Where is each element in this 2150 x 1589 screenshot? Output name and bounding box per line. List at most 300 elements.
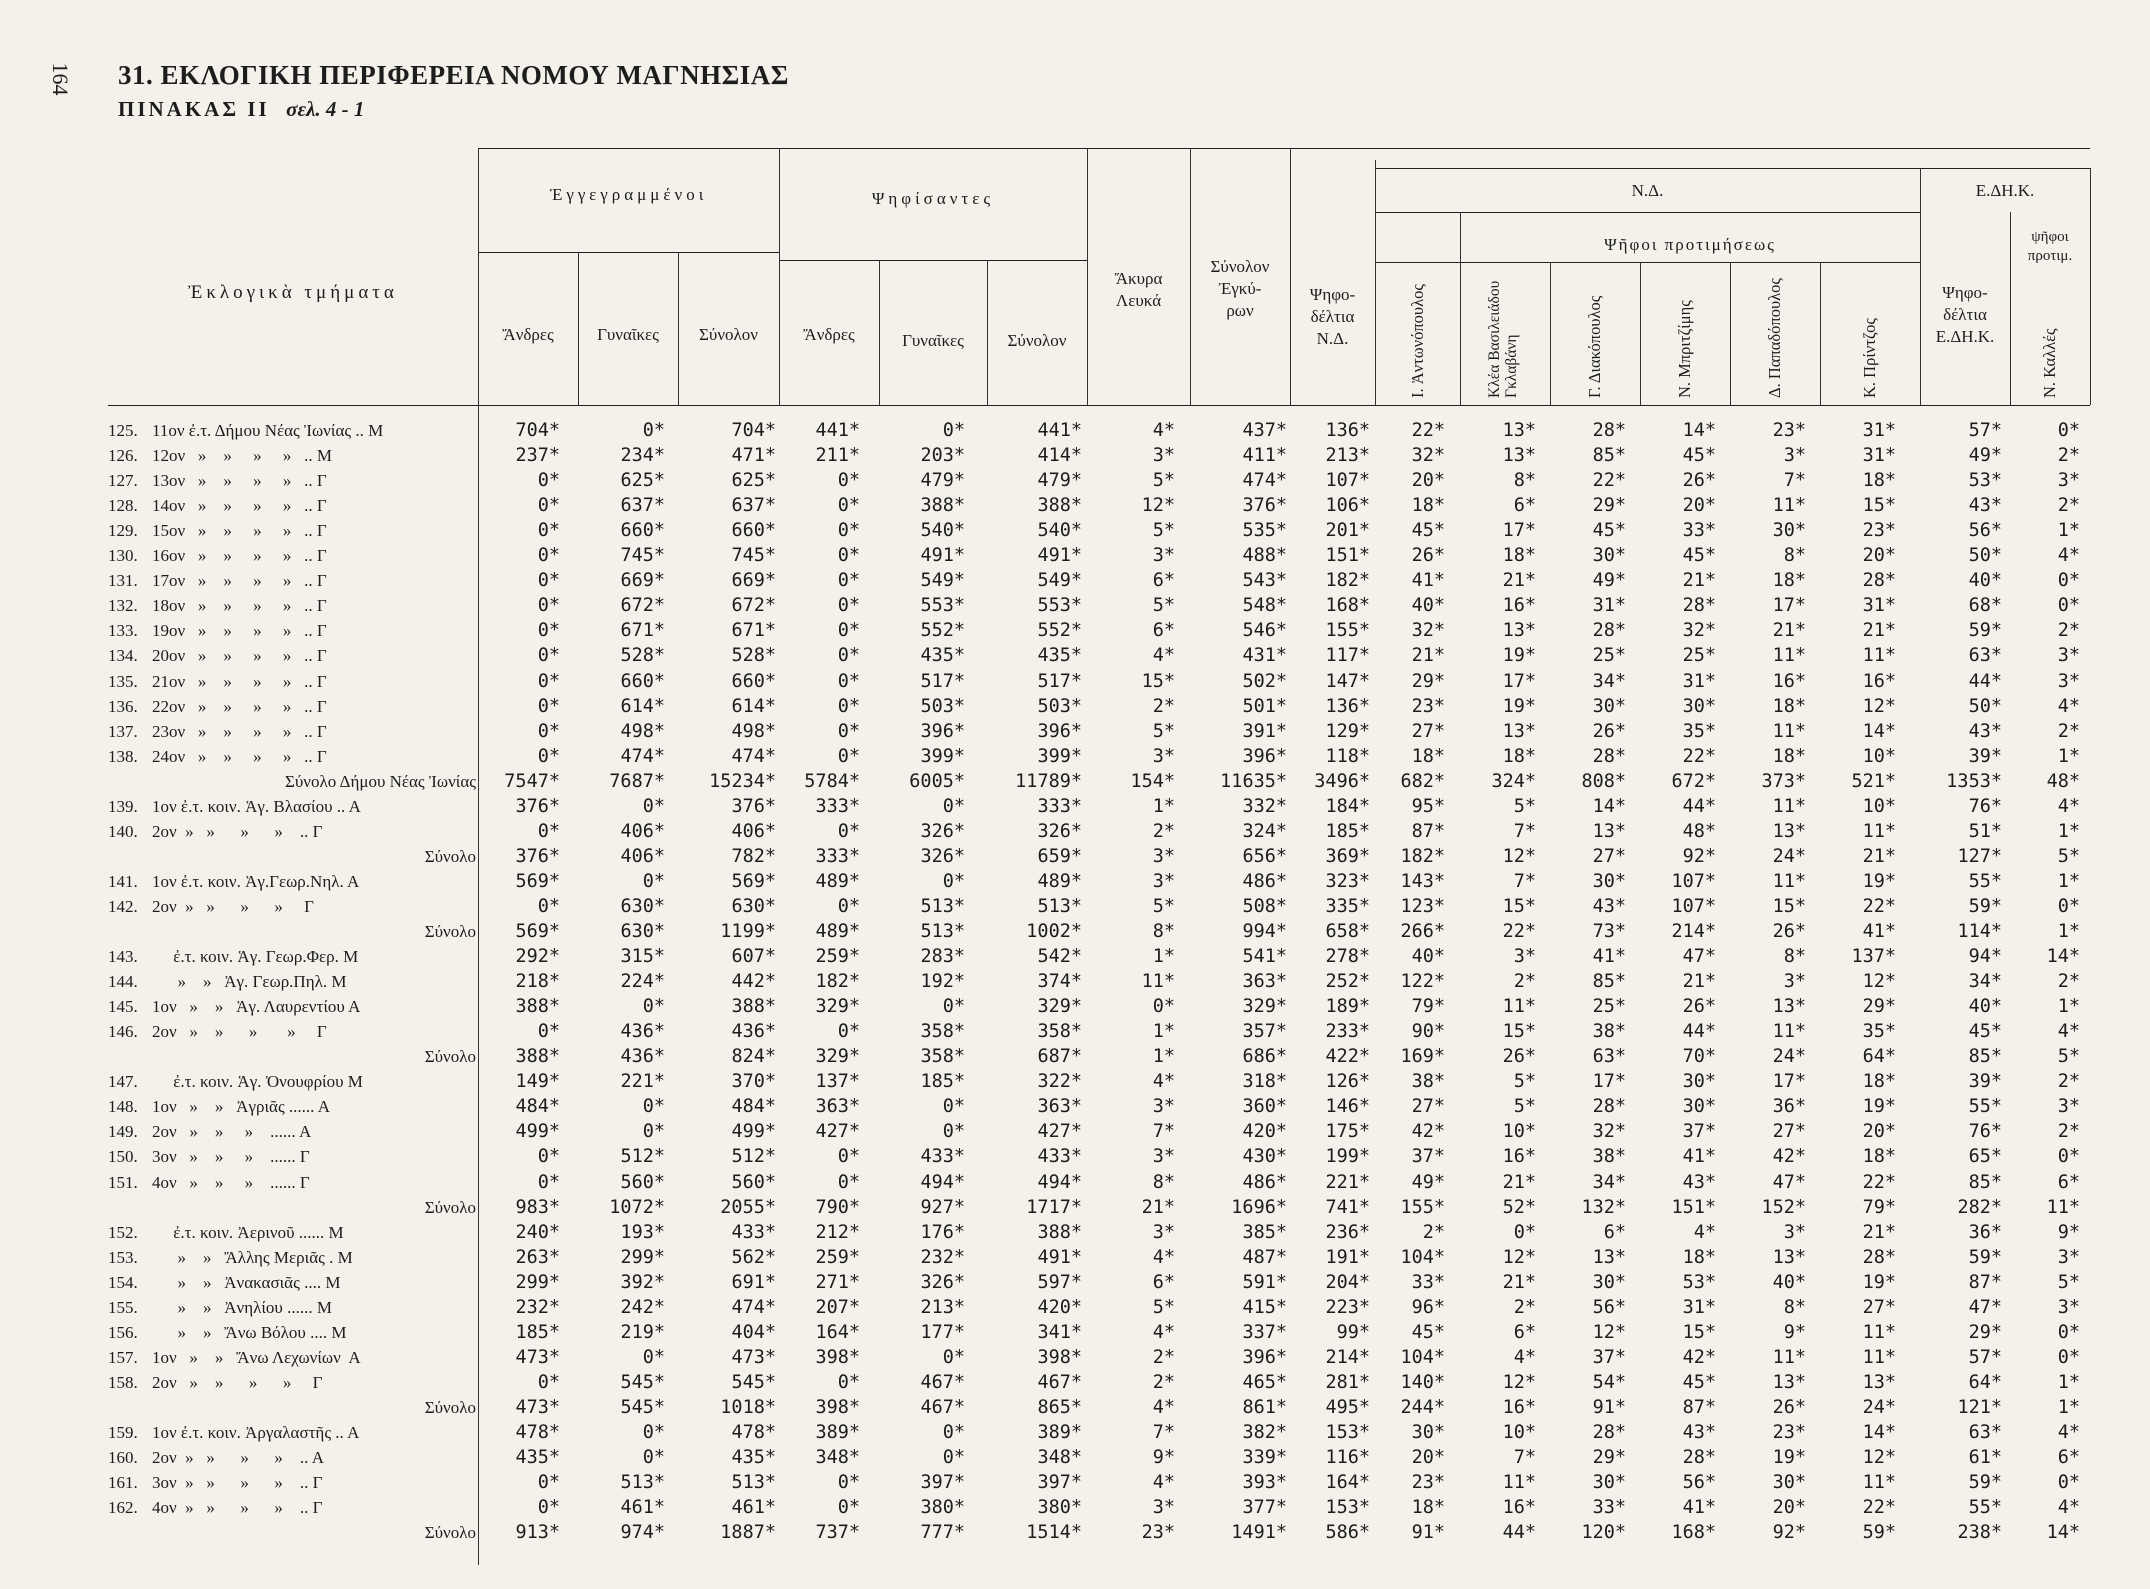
cell-edik-ballots: 68*	[1968, 595, 2002, 617]
cell-reg-men: 376*	[515, 845, 560, 867]
edik-ballots-line3: Ε.ΔΗ.Κ.	[1935, 327, 1995, 346]
cell-kalles: 4*	[2057, 1021, 2080, 1043]
cell-antonopoulos: 22*	[1411, 420, 1445, 441]
cell-edik-ballots: 40*	[1968, 996, 2002, 1018]
cell-diakopoulos: 28*	[1592, 420, 1626, 441]
cell-diakopoulos: 30*	[1592, 545, 1626, 567]
cell-reg-total: 1199*	[720, 921, 776, 942]
cell-edik-ballots: 43*	[1968, 495, 2002, 517]
cell-reg-men: 473*	[515, 1346, 560, 1368]
cell-edik-ballots: 64*	[1968, 1371, 2002, 1393]
cell-nd-ballots: 129*	[1325, 720, 1370, 742]
cell-invalid: 4*	[1152, 1472, 1175, 1494]
cell-voted-women: 503*	[920, 695, 965, 717]
cell-printzos: 22*	[1862, 1171, 1896, 1193]
row-number: 135.	[108, 671, 138, 691]
cell-kalles: 2*	[2057, 1071, 2080, 1093]
cell-reg-men: 218*	[515, 971, 560, 993]
cell-voted-men: 0*	[837, 820, 860, 842]
cell-reg-men: 0*	[537, 895, 560, 917]
cell-papadopoulos: 3*	[1783, 1221, 1806, 1243]
cell-reg-women: 224*	[620, 971, 665, 993]
cell-kalles: 1*	[2057, 1396, 2080, 1418]
cell-printzos: 79*	[1862, 1196, 1896, 1218]
cell-reg-women: 630*	[620, 895, 665, 917]
cell-vasileiadou: 17*	[1502, 670, 1536, 692]
cell-antonopoulos: 104*	[1400, 1346, 1445, 1368]
cell-reg-women: 545*	[620, 1396, 665, 1418]
cell-diakopoulos: 54*	[1592, 1371, 1626, 1393]
cell-invalid: 5*	[1152, 720, 1175, 742]
cell-diakopoulos: 37*	[1592, 1346, 1626, 1368]
cell-printzos: 20*	[1862, 545, 1896, 567]
cell-kalles: 2*	[2057, 720, 2080, 742]
section-label: 2ον » » » » Γ	[152, 1022, 327, 1042]
cell-britzimis: 70*	[1682, 1046, 1716, 1068]
cell-reg-men: 0*	[537, 1497, 560, 1519]
nd-ballots-header	[1290, 284, 1375, 350]
cell-britzimis: 33*	[1682, 520, 1716, 542]
row-number: 149.	[108, 1122, 138, 1142]
cell-edik-ballots: 59*	[1968, 1472, 2002, 1494]
cell-vasileiadou: 3*	[1513, 946, 1536, 968]
cell-edik-ballots: 63*	[1968, 1422, 2002, 1443]
registered-men-header: Ἄνδρες	[502, 325, 554, 344]
cell-reg-men: 299*	[515, 1271, 560, 1293]
cell-invalid: 6*	[1152, 1271, 1175, 1293]
cell-voted-total: 467*	[1037, 1371, 1082, 1393]
row-number: 141.	[108, 871, 138, 891]
cell-nd-ballots: 164*	[1325, 1472, 1370, 1494]
cell-voted-total: 329*	[1037, 996, 1082, 1018]
cell-nd-ballots: 136*	[1325, 420, 1370, 441]
cell-printzos: 31*	[1862, 420, 1896, 441]
cell-valid: 385*	[1242, 1221, 1287, 1243]
cell-reg-total: 473*	[731, 1346, 776, 1368]
row-number: 132.	[108, 596, 138, 616]
cell-voted-men: 137*	[815, 1071, 860, 1093]
cell-invalid: 1*	[1152, 795, 1175, 817]
cell-reg-total: 484*	[731, 1096, 776, 1118]
cell-valid: 363*	[1242, 971, 1287, 993]
cell-valid: 591*	[1242, 1271, 1287, 1293]
cell-valid: 686*	[1242, 1046, 1287, 1068]
section-label: » » Ἄλλης Μεριᾶς . Μ	[152, 1247, 353, 1267]
cell-nd-ballots: 99*	[1336, 1321, 1370, 1343]
cell-antonopoulos: 32*	[1411, 445, 1445, 467]
cell-valid: 486*	[1242, 1171, 1287, 1193]
edik-ballots-header	[1920, 282, 2010, 348]
cell-vasileiadou: 6*	[1513, 495, 1536, 517]
cell-diakopoulos: 30*	[1592, 695, 1626, 717]
section-label: 14ον » » » » .. Γ	[152, 496, 327, 516]
cell-kalles: 0*	[2057, 420, 2080, 441]
cell-vasileiadou: 5*	[1513, 1096, 1536, 1118]
cell-britzimis: 31*	[1682, 670, 1716, 692]
cell-printzos: 31*	[1862, 445, 1896, 467]
row-number: 144.	[108, 972, 138, 992]
cell-invalid: 8*	[1152, 921, 1175, 942]
row-number: 136.	[108, 696, 138, 716]
cell-edik-ballots: 1353*	[1946, 770, 2002, 792]
cell-reg-women: 660*	[620, 520, 665, 542]
cell-voted-women: 326*	[920, 1271, 965, 1293]
cell-valid: 861*	[1242, 1396, 1287, 1418]
cell-vasileiadou: 12*	[1502, 1246, 1536, 1268]
cell-reg-total: 704*	[731, 420, 776, 441]
cell-voted-total: 1002*	[1026, 921, 1082, 942]
cell-voted-women: 213*	[920, 1296, 965, 1318]
cell-printzos: 21*	[1862, 620, 1896, 642]
cell-reg-women: 545*	[620, 1371, 665, 1393]
total-label: Σύνολο	[424, 922, 476, 941]
cell-reg-men: 0*	[537, 570, 560, 592]
row-number: 134.	[108, 646, 138, 666]
cell-nd-ballots: 204*	[1325, 1271, 1370, 1293]
cell-diakopoulos: 30*	[1592, 1271, 1626, 1293]
section-label: ἐ.τ. κοιν. Ἁγ. Γεωρ.Φερ. Μ	[152, 947, 359, 967]
cell-printzos: 21*	[1862, 1221, 1896, 1243]
cell-voted-women: 777*	[920, 1522, 965, 1544]
section-label: 23ον » » » » .. Γ	[152, 721, 327, 741]
cell-voted-total: 441*	[1037, 420, 1082, 441]
cell-britzimis: 25*	[1682, 645, 1716, 667]
cell-antonopoulos: 18*	[1411, 1497, 1445, 1519]
cell-reg-total: 2055*	[720, 1196, 776, 1218]
cell-invalid: 3*	[1152, 1146, 1175, 1168]
cell-antonopoulos: 23*	[1411, 1472, 1445, 1494]
cell-printzos: 11*	[1862, 1321, 1896, 1343]
column-rule	[1290, 148, 1291, 405]
cell-diakopoulos: 33*	[1592, 1497, 1626, 1519]
nd-header: Ν.Δ.	[1631, 181, 1664, 200]
cell-kalles: 2*	[2057, 620, 2080, 642]
cell-reg-total: 691*	[731, 1271, 776, 1293]
cell-nd-ballots: 323*	[1325, 870, 1370, 892]
header-bottom-rule	[108, 405, 2090, 406]
cell-reg-total: 471*	[731, 445, 776, 467]
cell-britzimis: 47*	[1682, 946, 1716, 968]
cell-reg-women: 0*	[642, 1346, 665, 1368]
cell-papadopoulos: 18*	[1772, 745, 1806, 767]
cell-voted-total: 433*	[1037, 1146, 1082, 1168]
cell-antonopoulos: 143*	[1400, 870, 1445, 892]
cell-reg-men: 0*	[537, 670, 560, 692]
cell-voted-men: 398*	[815, 1396, 860, 1418]
cell-voted-women: 479*	[920, 470, 965, 492]
page-number: 164	[48, 62, 73, 96]
edik-pref-line2: προτιμ.	[2027, 248, 2073, 264]
invalid-header-line1: Ἄκυρα	[1114, 269, 1163, 288]
section-label: 24ον » » » » .. Γ	[152, 746, 327, 766]
cell-diakopoulos: 6*	[1603, 1221, 1626, 1243]
cell-voted-women: 0*	[942, 996, 965, 1018]
cell-papadopoulos: 8*	[1783, 946, 1806, 968]
cell-reg-women: 0*	[642, 870, 665, 892]
cell-invalid: 6*	[1152, 570, 1175, 592]
cell-voted-total: 358*	[1037, 1021, 1082, 1043]
cell-voted-women: 927*	[920, 1196, 965, 1218]
cell-valid: 474*	[1242, 470, 1287, 492]
cell-reg-women: 0*	[642, 795, 665, 817]
cell-britzimis: 20*	[1682, 495, 1716, 517]
cell-antonopoulos: 140*	[1400, 1371, 1445, 1393]
cell-voted-men: 0*	[837, 470, 860, 492]
cell-nd-ballots: 147*	[1325, 670, 1370, 692]
cell-britzimis: 22*	[1682, 745, 1716, 767]
cell-printzos: 137*	[1851, 946, 1896, 968]
table-page-ref: σελ. 4 - 1	[286, 97, 365, 121]
cell-reg-women: 0*	[642, 1096, 665, 1118]
cell-voted-total: 479*	[1037, 470, 1082, 492]
cell-edik-ballots: 55*	[1968, 870, 2002, 892]
cell-diakopoulos: 34*	[1592, 670, 1626, 692]
cell-voted-men: 0*	[837, 595, 860, 617]
column-rule	[1730, 262, 1731, 405]
row-number: 161.	[108, 1473, 138, 1493]
cell-reg-total: 782*	[731, 845, 776, 867]
cell-antonopoulos: 45*	[1411, 1321, 1445, 1343]
cell-voted-men: 0*	[837, 545, 860, 567]
cell-britzimis: 53*	[1682, 1271, 1716, 1293]
cell-edik-ballots: 51*	[1968, 820, 2002, 842]
row-number: 148.	[108, 1097, 138, 1117]
section-label: » » Ἀνηλίου ...... Μ	[152, 1297, 332, 1317]
cell-valid: 357*	[1242, 1021, 1287, 1043]
cell-britzimis: 87*	[1682, 1396, 1716, 1418]
cell-vasileiadou: 2*	[1513, 1296, 1536, 1318]
cell-reg-women: 560*	[620, 1171, 665, 1193]
registered-total-header: Σύνολον	[699, 325, 758, 344]
section-label: 2ον » » » » .. Α	[152, 1448, 325, 1468]
cell-papadopoulos: 11*	[1772, 870, 1806, 892]
section-label: 11ον ἐ.τ. Δήμου Νέας Ἰωνίας .. Μ	[152, 421, 384, 440]
cell-antonopoulos: 21*	[1411, 645, 1445, 667]
cell-antonopoulos: 42*	[1411, 1121, 1445, 1143]
row-number: 147.	[108, 1072, 138, 1092]
cell-valid: 541*	[1242, 946, 1287, 968]
cell-diakopoulos: 25*	[1592, 645, 1626, 667]
cell-papadopoulos: 42*	[1772, 1146, 1806, 1168]
cell-voted-women: 0*	[942, 1121, 965, 1143]
cell-voted-total: 427*	[1037, 1121, 1082, 1143]
cell-nd-ballots: 168*	[1325, 595, 1370, 617]
cell-voted-women: 192*	[920, 971, 965, 993]
cell-vasileiadou: 16*	[1502, 1497, 1536, 1519]
cell-voted-men: 207*	[815, 1296, 860, 1318]
cell-papadopoulos: 23*	[1772, 420, 1806, 441]
cell-antonopoulos: 122*	[1400, 971, 1445, 993]
cell-voted-men: 0*	[837, 695, 860, 717]
candidate-antonopoulos: Ι. Ἀντωνόπουλος	[1408, 284, 1427, 398]
cell-reg-total: 498*	[731, 720, 776, 742]
cell-reg-women: 528*	[620, 645, 665, 667]
cell-reg-total: 1887*	[720, 1522, 776, 1544]
row-number: 125.	[108, 421, 138, 440]
cell-nd-ballots: 369*	[1325, 845, 1370, 867]
cell-nd-ballots: 233*	[1325, 1021, 1370, 1043]
section-label: 17ον » » » » .. Γ	[152, 571, 327, 591]
section-label: 4ον » » » » .. Γ	[152, 1498, 323, 1518]
cell-nd-ballots: 118*	[1325, 745, 1370, 767]
cell-printzos: 23*	[1862, 520, 1896, 542]
edik-pref-header	[2010, 228, 2090, 266]
cell-reg-men: 0*	[537, 1371, 560, 1393]
cell-valid: 656*	[1242, 845, 1287, 867]
cell-voted-men: 164*	[815, 1321, 860, 1343]
cell-reg-women: 512*	[620, 1146, 665, 1168]
cell-voted-total: 388*	[1037, 495, 1082, 517]
cell-valid: 437*	[1242, 420, 1287, 441]
cell-britzimis: 18*	[1682, 1246, 1716, 1268]
cell-diakopoulos: 30*	[1592, 870, 1626, 892]
cell-voted-men: 0*	[837, 1146, 860, 1168]
pref-rule	[1375, 262, 1920, 263]
cell-diakopoulos: 26*	[1592, 720, 1626, 742]
cell-papadopoulos: 13*	[1772, 820, 1806, 842]
cell-reg-total: 545*	[731, 1371, 776, 1393]
cell-reg-total: 560*	[731, 1171, 776, 1193]
cell-reg-women: 0*	[642, 420, 665, 441]
section-label: 2ον » » » » Γ	[152, 896, 315, 916]
cell-voted-men: 348*	[815, 1447, 860, 1469]
cell-papadopoulos: 11*	[1772, 720, 1806, 742]
cell-antonopoulos: 682*	[1400, 770, 1445, 792]
cell-reg-men: 983*	[515, 1196, 560, 1218]
cell-reg-women: 672*	[620, 595, 665, 617]
cell-reg-women: 474*	[620, 745, 665, 767]
cell-printzos: 10*	[1862, 745, 1896, 767]
cell-invalid: 3*	[1152, 445, 1175, 467]
cell-valid: 487*	[1242, 1246, 1287, 1268]
section-label: » » Ἀνακασιᾶς .... Μ	[152, 1272, 341, 1292]
row-number: 142.	[108, 896, 138, 916]
cell-vasileiadou: 13*	[1502, 720, 1536, 742]
cell-papadopoulos: 26*	[1772, 1396, 1806, 1418]
voted-total-header: Σύνολον	[1007, 331, 1067, 350]
cell-vasileiadou: 18*	[1502, 745, 1536, 767]
section-label: 19ον » » » » .. Γ	[152, 621, 327, 641]
cell-diakopoulos: 38*	[1592, 1146, 1626, 1168]
cell-valid: 360*	[1242, 1096, 1287, 1118]
cell-valid: 488*	[1242, 545, 1287, 567]
preference-votes-header: Ψῆφοι προτιμήσεως	[1604, 235, 1776, 254]
cell-invalid: 4*	[1152, 420, 1175, 441]
cell-nd-ballots: 201*	[1325, 520, 1370, 542]
cell-diakopoulos: 28*	[1592, 1096, 1626, 1118]
cell-voted-total: 553*	[1037, 595, 1082, 617]
cell-reg-total: 474*	[731, 745, 776, 767]
cell-nd-ballots: 185*	[1325, 820, 1370, 842]
cell-britzimis: 35*	[1682, 720, 1716, 742]
cell-valid: 329*	[1242, 996, 1287, 1018]
row-number: 130.	[108, 546, 138, 566]
cell-edik-ballots: 57*	[1968, 1346, 2002, 1368]
cell-edik-ballots: 87*	[1968, 1271, 2002, 1293]
cell-invalid: 9*	[1152, 1447, 1175, 1469]
cell-kalles: 4*	[2057, 795, 2080, 817]
cell-nd-ballots: 146*	[1325, 1096, 1370, 1118]
cell-reg-men: 237*	[515, 445, 560, 467]
cell-antonopoulos: 38*	[1411, 1071, 1445, 1093]
cell-voted-total: 517*	[1037, 670, 1082, 692]
invalid-header-line2: Λευκά	[1115, 291, 1162, 310]
cell-printzos: 12*	[1862, 971, 1896, 993]
cell-voted-men: 389*	[815, 1422, 860, 1443]
cell-nd-ballots: 184*	[1325, 795, 1370, 817]
cell-voted-women: 0*	[942, 870, 965, 892]
cell-britzimis: 45*	[1682, 1371, 1716, 1393]
cell-reg-women: 974*	[620, 1522, 665, 1544]
cell-voted-men: 489*	[815, 921, 860, 942]
cell-diakopoulos: 13*	[1592, 1246, 1626, 1268]
cell-reg-men: 0*	[537, 520, 560, 542]
cell-voted-women: 553*	[920, 595, 965, 617]
cell-voted-women: 232*	[920, 1246, 965, 1268]
cell-invalid: 4*	[1152, 645, 1175, 667]
cell-britzimis: 30*	[1682, 1071, 1716, 1093]
cell-reg-women: 234*	[620, 445, 665, 467]
cell-vasileiadou: 26*	[1502, 1046, 1536, 1068]
cell-invalid: 1*	[1152, 1046, 1175, 1068]
cell-vasileiadou: 13*	[1502, 445, 1536, 467]
cell-valid: 382*	[1242, 1422, 1287, 1443]
cell-voted-women: 513*	[920, 895, 965, 917]
cell-nd-ballots: 116*	[1325, 1447, 1370, 1469]
cell-nd-ballots: 221*	[1325, 1171, 1370, 1193]
cell-reg-total: 672*	[731, 595, 776, 617]
cell-antonopoulos: 2*	[1422, 1221, 1445, 1243]
cell-invalid: 2*	[1152, 820, 1175, 842]
cell-printzos: 16*	[1862, 670, 1896, 692]
cell-reg-total: 376*	[731, 795, 776, 817]
cell-papadopoulos: 36*	[1772, 1096, 1806, 1118]
cell-reg-women: 219*	[620, 1321, 665, 1343]
cell-papadopoulos: 8*	[1783, 545, 1806, 567]
cell-antonopoulos: 37*	[1411, 1146, 1445, 1168]
cell-papadopoulos: 92*	[1772, 1522, 1806, 1544]
cell-reg-women: 221*	[620, 1071, 665, 1093]
cell-edik-ballots: 49*	[1968, 445, 2002, 467]
cell-invalid: 12*	[1141, 495, 1175, 517]
cell-nd-ballots: 335*	[1325, 895, 1370, 917]
cell-antonopoulos: 155*	[1400, 1196, 1445, 1218]
cell-papadopoulos: 18*	[1772, 695, 1806, 717]
section-label: » » Ἄνω Βόλου .... Μ	[152, 1322, 347, 1342]
cell-voted-total: 491*	[1037, 1246, 1082, 1268]
cell-kalles: 4*	[2057, 695, 2080, 717]
cell-britzimis: 30*	[1682, 1096, 1716, 1118]
cell-reg-men: 388*	[515, 1046, 560, 1068]
cell-papadopoulos: 13*	[1772, 996, 1806, 1018]
cell-britzimis: 92*	[1682, 845, 1716, 867]
cell-reg-women: 461*	[620, 1497, 665, 1519]
cell-nd-ballots: 151*	[1325, 545, 1370, 567]
cell-diakopoulos: 808*	[1581, 770, 1626, 792]
cell-voted-men: 0*	[837, 495, 860, 517]
cell-diakopoulos: 22*	[1592, 470, 1626, 492]
cell-voted-men: 0*	[837, 1371, 860, 1393]
cell-reg-total: 637*	[731, 495, 776, 517]
cell-voted-total: 1514*	[1026, 1522, 1082, 1544]
cell-kalles: 3*	[2057, 670, 2080, 692]
cell-invalid: 3*	[1152, 1096, 1175, 1118]
cell-diakopoulos: 73*	[1592, 921, 1626, 942]
cell-britzimis: 672*	[1671, 770, 1716, 792]
column-rule	[779, 148, 780, 405]
cell-printzos: 59*	[1862, 1522, 1896, 1544]
cell-antonopoulos: 90*	[1411, 1021, 1445, 1043]
